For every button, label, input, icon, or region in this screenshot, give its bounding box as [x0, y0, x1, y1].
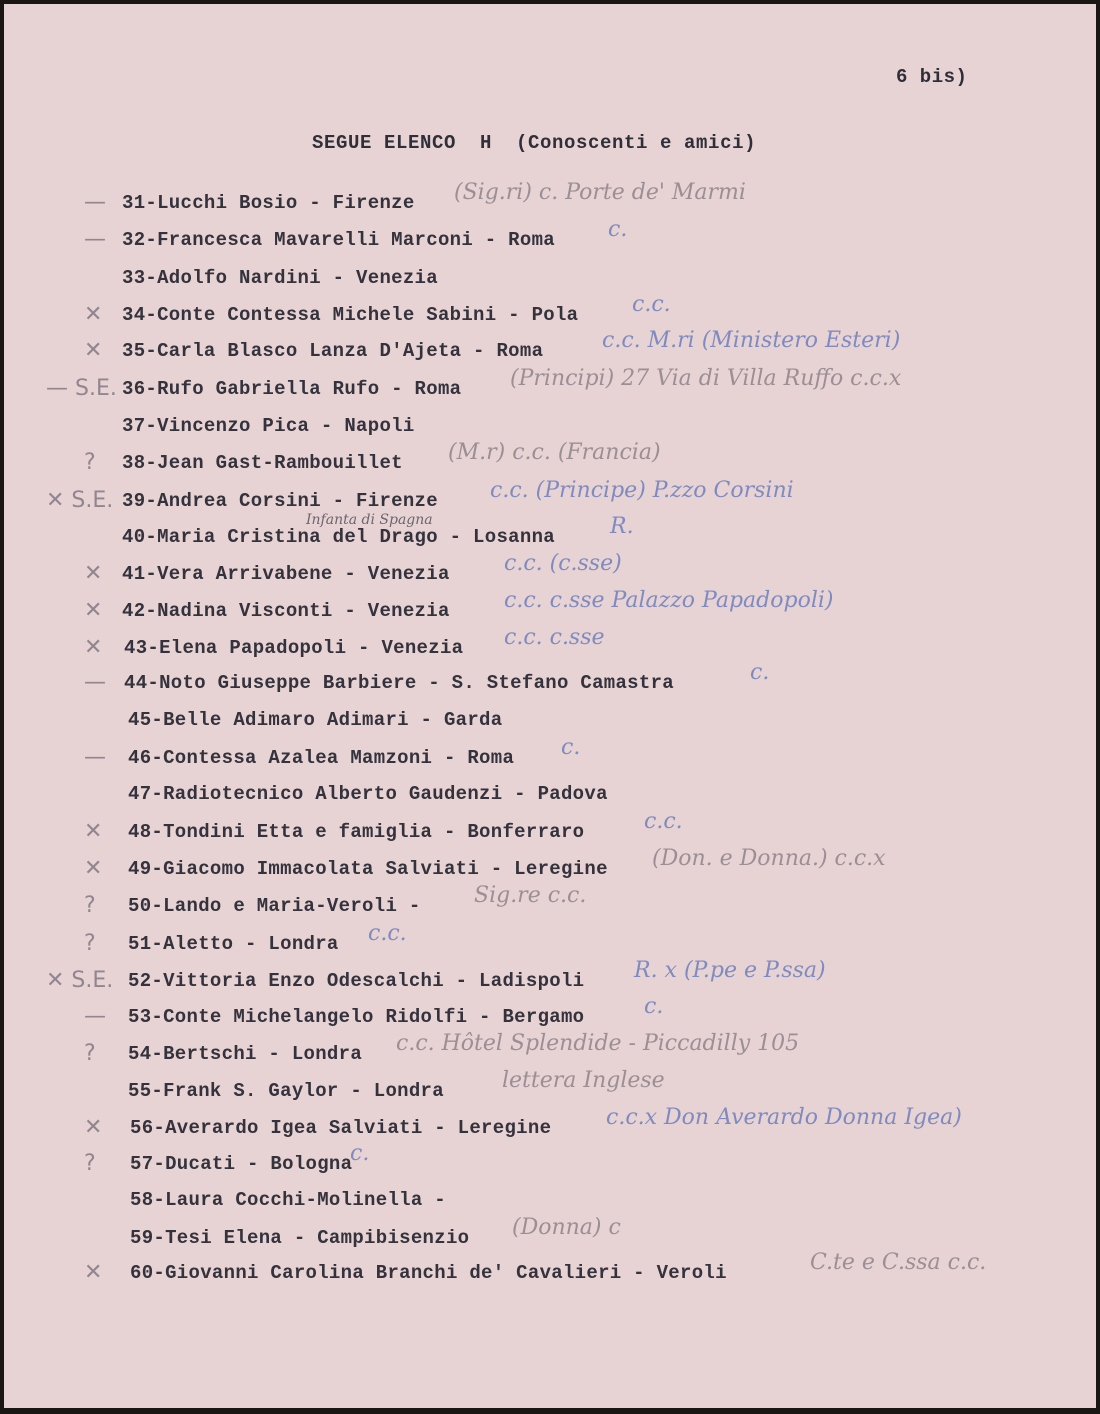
list-item: [4, 292, 1096, 338]
entry-text: 49-Giacomo Immacolata Salviati - Leregine: [128, 858, 608, 880]
entry-text: 40-Maria Cristina del Drago - Losanna: [122, 526, 555, 548]
entry-text: 36-Rufo Gabriella Rufo - Roma: [122, 378, 462, 400]
handwritten-annotation: Sig.re c.c.: [474, 883, 587, 908]
list-item: [4, 921, 1096, 967]
entry-text: 39-Andrea Corsini - Firenze: [122, 490, 438, 512]
margin-mark: ?: [84, 931, 96, 956]
handwritten-annotation: (Don. e Donna.) c.c.x: [652, 846, 886, 871]
margin-mark: — S.E.: [46, 376, 117, 401]
handwritten-annotation: c.: [644, 994, 664, 1019]
list-item: [4, 1250, 1096, 1296]
list-item: [4, 217, 1096, 263]
margin-mark: ✕: [84, 1115, 103, 1140]
entry-text: 47-Radiotecnico Alberto Gaudenzi - Padova: [128, 783, 608, 805]
margin-mark: —: [84, 227, 106, 252]
list-item: [4, 958, 1096, 1004]
margin-mark: ?: [84, 1151, 96, 1176]
entry-text: 43-Elena Papadopoli - Venezia: [124, 637, 464, 659]
handwritten-annotation: c.c. (Principe) P.zzo Corsini: [490, 478, 794, 503]
handwritten-annotation: R. x (P.pe e P.ssa): [634, 958, 826, 983]
handwritten-annotation: lettera Inglese: [502, 1068, 665, 1093]
entry-text: 54-Bertschi - Londra: [128, 1043, 363, 1065]
document-page: [4, 4, 1096, 1408]
handwritten-annotation: c.: [750, 660, 770, 685]
margin-mark: ✕: [84, 856, 103, 881]
margin-mark: ✕: [84, 819, 103, 844]
entry-text: 52-Vittoria Enzo Odescalchi - Ladispoli: [128, 970, 585, 992]
entry-text: 50-Lando e Maria-Veroli -: [128, 895, 421, 917]
page-number: 6 bis): [896, 66, 968, 88]
handwritten-note-above-entry-40: Infanta di Spagna: [306, 512, 433, 528]
entry-text: 34-Conte Contessa Michele Sabini - Pola: [122, 304, 579, 326]
entry-text: 31-Lucchi Bosio - Firenze: [122, 192, 415, 214]
margin-mark: —: [84, 670, 106, 695]
entry-text: 60-Giovanni Carolina Branchi de' Cavalieri - Veroli: [130, 1262, 727, 1284]
entry-text: 38-Jean Gast-Rambouillet: [122, 452, 403, 474]
margin-mark: ✕: [84, 598, 103, 623]
list-item: [4, 478, 1096, 524]
margin-mark: ?: [84, 450, 96, 475]
handwritten-annotation: c.c.: [368, 921, 407, 946]
handwritten-annotation: c.c. c.sse: [504, 625, 605, 650]
list-item: [4, 180, 1096, 226]
handwritten-annotation: c.c. (c.sse): [504, 551, 622, 576]
margin-mark: ✕: [84, 561, 103, 586]
entry-text: 51-Aletto - Londra: [128, 933, 339, 955]
margin-mark: ✕ S.E.: [46, 488, 114, 513]
handwritten-annotation: R.: [610, 514, 634, 539]
handwritten-annotation: c.: [561, 735, 581, 760]
margin-mark: ?: [84, 893, 96, 918]
entry-text: 57-Ducati - Bologna: [130, 1153, 353, 1175]
entry-text: 37-Vincenzo Pica - Napoli: [122, 415, 415, 437]
handwritten-annotation: c.c.x Don Averardo Donna Igea): [606, 1105, 962, 1130]
list-item: [4, 267, 1096, 301]
entry-text: 44-Noto Giuseppe Barbiere - S. Stefano Camastra: [124, 672, 674, 694]
margin-mark: —: [84, 190, 106, 215]
handwritten-annotation: (Principi) 27 Via di Villa Ruffo c.c.x: [510, 366, 902, 391]
entry-text: 41-Vera Arrivabene - Venezia: [122, 563, 450, 585]
handwritten-annotation: (Donna) c: [512, 1215, 621, 1240]
entry-text: 59-Tesi Elena - Campibisenzio: [130, 1227, 470, 1249]
list-item: [4, 709, 1096, 743]
margin-mark: ✕ S.E.: [46, 968, 114, 993]
entry-text: 55-Frank S. Gaylor - Londra: [128, 1080, 444, 1102]
handwritten-annotation: (M.r) c.c. (Francia): [448, 440, 661, 465]
margin-mark: ✕: [84, 302, 103, 327]
handwritten-annotation: c.c. Hôtel Splendide - Piccadilly 105: [396, 1031, 800, 1056]
entry-text: 48-Tondini Etta e famiglia - Bonferraro: [128, 821, 585, 843]
entry-text: 32-Francesca Mavarelli Marconi - Roma: [122, 229, 555, 251]
handwritten-annotation: c.c.: [644, 809, 683, 834]
margin-mark: ✕: [84, 1260, 103, 1285]
list-item: [4, 809, 1096, 855]
list-item: [4, 735, 1096, 781]
margin-mark: ✕: [84, 635, 103, 660]
list-item: [4, 625, 1096, 671]
margin-mark: ?: [84, 1041, 96, 1066]
entry-text: 42-Nadina Visconti - Venezia: [122, 600, 450, 622]
entry-text: 53-Conte Michelangelo Ridolfi - Bergamo: [128, 1006, 585, 1028]
list-item: [4, 883, 1096, 929]
entry-text: 35-Carla Blasco Lanza D'Ajeta - Roma: [122, 340, 544, 362]
list-item: [4, 783, 1096, 817]
handwritten-annotation: c.c. M.ri (Ministero Esteri): [602, 328, 901, 353]
list-item: [4, 1105, 1096, 1151]
margin-mark: —: [84, 745, 106, 770]
handwritten-annotation: c.c.: [632, 292, 671, 317]
list-item: [4, 1141, 1096, 1187]
list-item: [4, 660, 1096, 706]
entry-text: 56-Averardo Igea Salviati - Leregine: [130, 1117, 552, 1139]
entry-text: 33-Adolfo Nardini - Venezia: [122, 267, 438, 289]
handwritten-annotation: c.: [350, 1141, 370, 1166]
list-item: [4, 366, 1096, 412]
handwritten-annotation: (Sig.ri) c. Porte de' Marmi: [454, 180, 746, 205]
handwritten-annotation: c.: [608, 217, 628, 242]
margin-mark: ✕: [84, 338, 103, 363]
handwritten-annotation: C.te e C.ssa c.c.: [810, 1250, 987, 1275]
entry-text: 58-Laura Cocchi-Molinella -: [130, 1189, 446, 1211]
list-heading: SEGUE ELENCO H (Conoscenti e amici): [312, 132, 757, 154]
handwritten-annotation: c.c. c.sse Palazzo Papadopoli): [504, 588, 834, 613]
entry-text: 46-Contessa Azalea Mamzoni - Roma: [128, 747, 515, 769]
entry-text: 45-Belle Adimaro Adimari - Garda: [128, 709, 503, 731]
margin-mark: —: [84, 1004, 106, 1029]
